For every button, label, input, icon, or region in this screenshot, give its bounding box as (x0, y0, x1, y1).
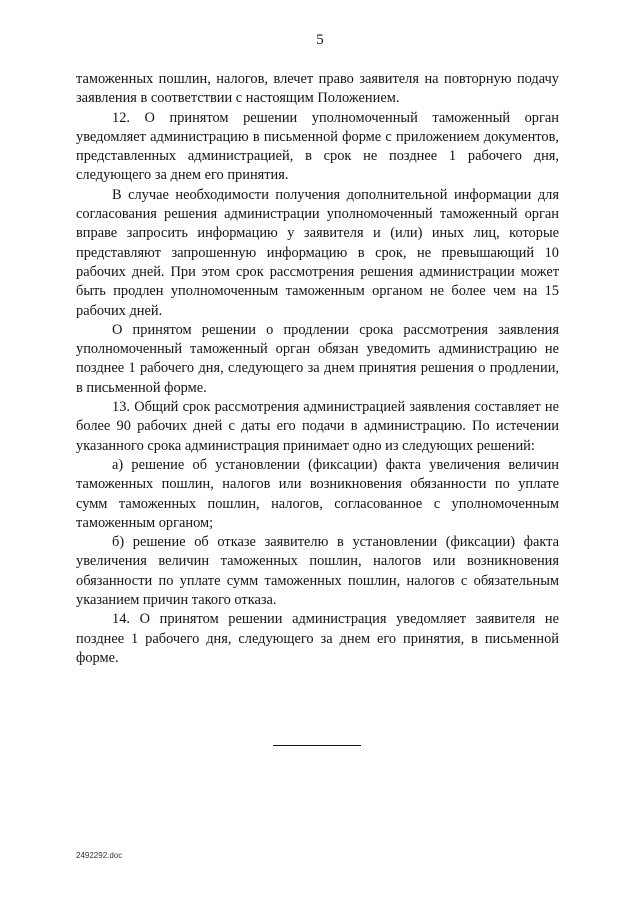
paragraph-extension-notice: О принятом решении о продлении срока рассмотрения заявления уполномоченный таможенный орган обязан уведомить администрацию не позднее 1 рабочего дня, следующего за днем принятия решения о продлении, в письменной форме. (76, 321, 559, 396)
paragraph-clause-14: 14. О принятом решении администрация уведомляет заявителя не позднее 1 рабочего дня, следующего за днем его принятия, в письменной форме. (76, 611, 559, 666)
paragraph-clause-12: 12. О принятом решении уполномоченный таможенный орган уведомляет администрацию в письменной форме с приложением документов, представленных администрацией, в срок не позднее 1 рабочего дня, следующего за днем его принятия. (76, 109, 559, 184)
page-number: 5 (316, 32, 324, 48)
paragraph-decision-a: а) решение об установлении (фиксации) факта увеличения величин таможенных пошлин, налогов или возникновения обязанности по уплате сумм таможенных пошлин, налогов, согласованное с уполномоченным таможенным органом; (76, 456, 559, 531)
paragraph-decision-b: б) решение об отказе заявителю в установлении (фиксации) факта увеличения величин таможенных пошлин, налогов или возникновения обязанности по уплате сумм таможенных пошлин, налогов с обязательным указанием причин такого отказа. (76, 534, 559, 609)
paragraph-additional-info: В случае необходимости получения дополнительной информации для согласования решения администрации уполномоченный таможенный орган вправе запросить информацию у заявителя и (или) иных лиц, которые представляют запрошенную информацию в срок, не превышающий 10 рабочих дней. При этом срок рассмотрения решения администрации может быть продлен уполномоченным таможенным органом не более чем на 15 рабочих дней. (76, 186, 559, 319)
paragraph-continuation: таможенных пошлин, налогов, влечет право заявителя на повторную подачу заявления в соответствии с настоящим Положением. (76, 71, 559, 107)
document-end-rule (273, 745, 361, 746)
file-name-footer: 2492292.doc (76, 851, 123, 860)
document-body (76, 70, 559, 668)
paragraph-clause-13: 13. Общий срок рассмотрения администрацией заявления составляет не более 90 рабочих дней с даты его подачи в администрацию. По истечении указанного срока администрация принимает одно из следующих решений: (76, 399, 559, 454)
